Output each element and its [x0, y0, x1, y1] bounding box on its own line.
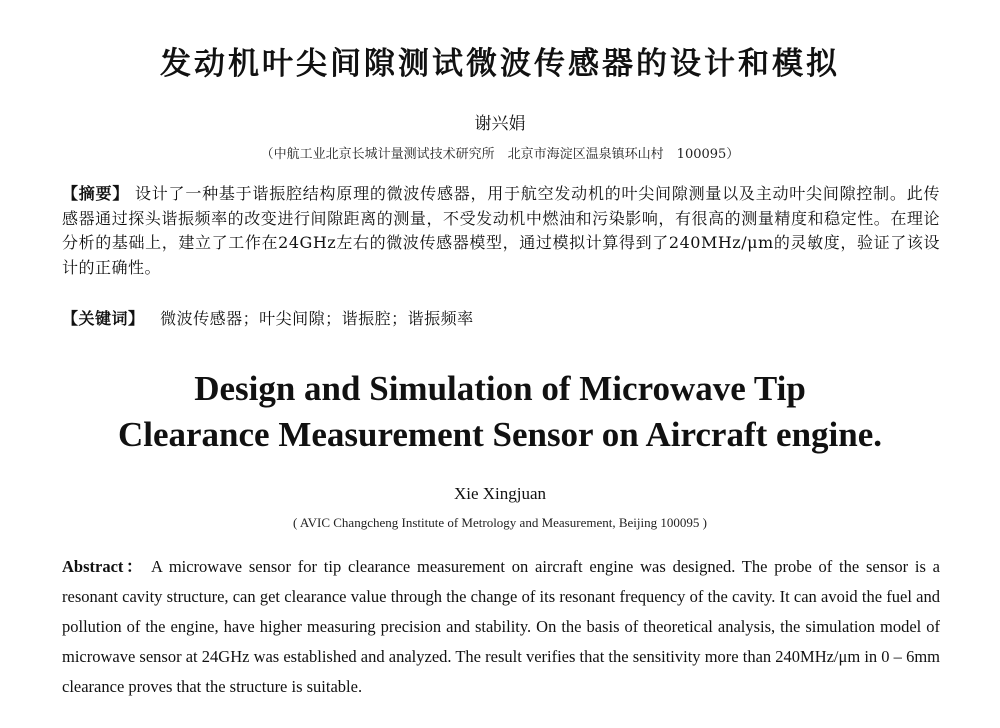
- english-author: Xie Xingjuan: [453, 484, 547, 503]
- english-title: [0, 366, 1000, 458]
- english-abstract: [62, 552, 940, 702]
- english-abstract-label: Abstract: [62, 557, 124, 576]
- chinese-title: 发动机叶尖间隙测试微波传感器的设计和模拟: [160, 46, 840, 82]
- english-affiliation: ( AVIC Changcheng Institute of Metrology and Measurement, Beijing 100095 ): [293, 515, 707, 530]
- chinese-keywords-label: 【关键词】: [62, 309, 145, 328]
- chinese-keywords-text: 微波传感器；叶尖间隙；谐振腔；谐振频率: [160, 309, 474, 328]
- english-title-line-2: Clearance Measurement Sensor on Aircraft engine.: [117, 415, 883, 454]
- english-abstract-separator: ：: [123, 557, 146, 576]
- chinese-abstract-label: 【摘要】: [62, 184, 130, 203]
- chinese-author: 谢兴娟: [474, 114, 526, 134]
- english-abstract-text: A microwave sensor for tip clearance measurement on aircraft engine was designed. The probe of the sensor is a resonant cavity structure, can get clearance value through the change of its resonant frequency of the cavity. It can avoid the fuel and pollution of the engine, have higher measuring precision and stability. On the basis of theoretical analysis, the simulation model of microwave sensor at 24GHz was established and analyzed. The result verifies that the sensitivity more than 240MHz/μm in 0 – 6mm clearance proves that the structure is suitable.: [62, 557, 940, 696]
- chinese-affiliation: （中航工业北京长城计量测试技术研究所 北京市海淀区温泉镇环山村 100095）: [260, 147, 740, 162]
- chinese-keywords: [62, 307, 940, 331]
- chinese-abstract-text: 设计了一种基于谐振腔结构原理的微波传感器，用于航空发动机的叶尖间隙测量以及主动叶尖间隙控制。此传感器通过探头谐振频率的改变进行间隙距离的测量，不受发动机中燃油和污染影响，有很高的测量精度和稳定性。在理论分析的基础上，建立了工作在24GHz左右的微波传感器模型，通过模拟计算得到了240MHz/μm的灵敏度，验证了该设计的正确性。: [62, 184, 940, 277]
- english-title-line-1: Design and Simulation of Microwave Tip: [194, 369, 806, 408]
- chinese-abstract: [62, 182, 940, 280]
